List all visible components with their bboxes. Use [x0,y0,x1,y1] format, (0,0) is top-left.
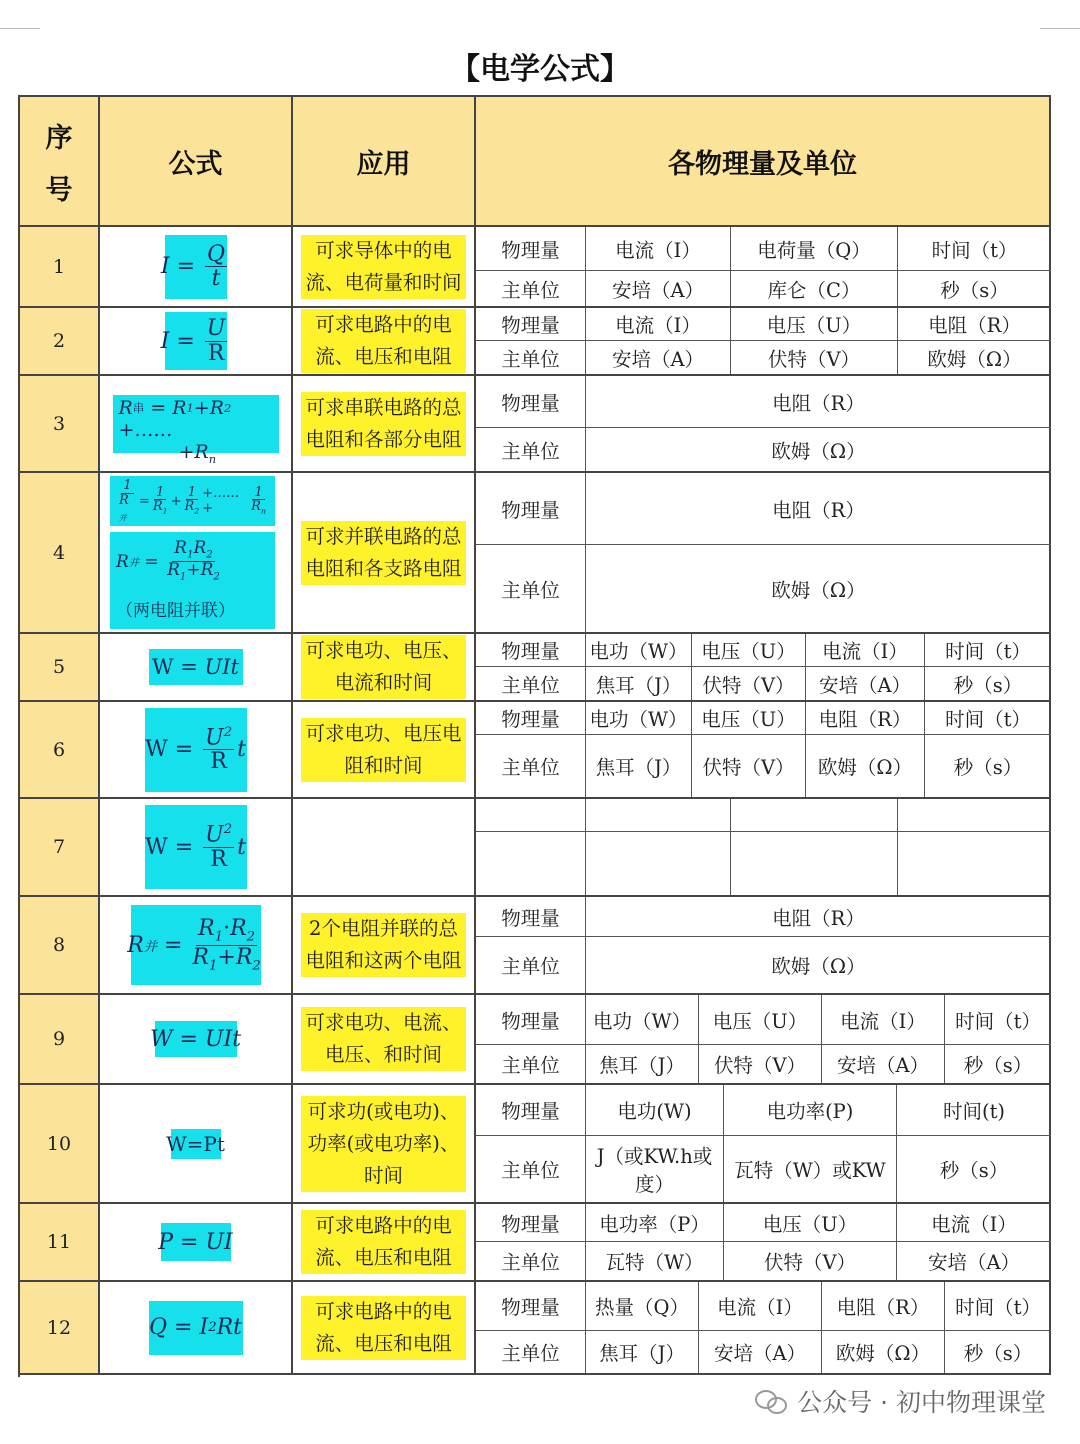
formula-note: （两电阻并联） [116,600,235,621]
quantity-value: 电流（I） [806,634,925,667]
row-number: 5 [20,634,100,702]
unit-value: 库仑（C） [731,271,898,306]
quantity-label: 物理量 [476,1085,586,1136]
quantity-unit-cell [476,897,1051,995]
quantity-label: 物理量 [476,1282,586,1331]
quantity-label: 物理量 [476,308,586,341]
quantity-value: 电阻（R） [586,473,1051,545]
row-number: 4 [20,473,100,634]
watermark-text: 公众号 · 初中物理课堂 [797,1388,1046,1417]
formula-table [18,95,1051,1377]
unit-value: 伏特（V） [692,735,806,797]
quantity-unit-cell [476,1282,1051,1375]
unit-value [586,832,731,895]
header-number-line1: 序 [45,122,73,154]
quantity-value [731,799,898,832]
unit-value: 安培（A） [927,1251,1021,1274]
unit-value: 欧姆（Ω） [822,1331,945,1373]
quantity-value: 电压（U） [692,702,806,735]
application-cell [293,1204,476,1282]
quantity-unit-cell [476,376,1051,473]
unit-value: 欧姆（Ω） [771,955,866,978]
application-text: 可求电路中的电流、电压和电阻 [301,1210,466,1274]
formula: I = Q t [165,235,227,299]
unit-value: 伏特（V） [724,1242,897,1280]
row-number: 12 [20,1282,100,1375]
application-cell [293,897,476,995]
unit-value: 安培（A） [586,341,731,374]
application-cell [293,1282,476,1375]
quantity-label: 物理量 [476,995,586,1045]
quantity-value: 热量（Q） [586,1282,699,1331]
formula: R 串 = R 1 +R 2 +…… $+R_n$ [113,395,279,453]
formula: W = UIt [149,649,243,685]
unit-value: 瓦特（W） [586,1242,724,1280]
quantity-value: 电功率（P） [586,1204,724,1242]
application-text: 可求电功、电压、电流和时间 [301,635,466,699]
formula-cell [100,897,293,995]
formula-cell [100,1282,293,1375]
unit-value: 瓦特（W）或KW [724,1136,897,1202]
unit-label: 主单位 [476,428,586,471]
row-number: 7 [20,799,100,897]
quantity-unit-cell [476,1085,1051,1204]
row-number: 3 [20,376,100,473]
application-text: 可求电功、电流、电压、和时间 [301,1007,466,1071]
unit-value: 欧姆（Ω） [771,439,866,463]
quantity-label: 物理量 [476,376,586,428]
quantity-label [476,799,586,832]
formula: I = U R [165,312,227,370]
quantity-value: 电流（I） [586,308,731,341]
row-number: 10 [20,1085,100,1204]
unit-label [476,832,586,895]
unit-value: 欧姆（Ω） [806,735,925,797]
unit-value: 安培（A） [806,667,925,700]
quantity-value: 时间（t） [945,1282,1051,1331]
formula-cell [100,227,293,308]
row-number: 2 [20,308,100,376]
formula: W = UIt [155,1021,237,1057]
application-text: 可求电功、电压电阻和时间 [301,718,466,782]
formula-cell [100,376,293,473]
unit-value: 安培（A） [586,271,731,306]
application-cell [293,634,476,702]
unit-value: 伏特（V） [731,341,898,374]
application-text: 可求功(或电功)、功率(或电功率)、时间 [301,1096,466,1192]
quantity-value: 电压（U） [724,1204,897,1242]
formula-cell [100,473,293,634]
row-number: 8 [20,897,100,995]
application-text: 可求电路中的电流、电压和电阻 [301,1296,466,1360]
formula: R 并 = $R_1R_2$ $R_1+R_2$ （两电阻并联） [110,532,275,629]
quantity-unit-cell [476,702,1051,799]
unit-value: 安培（A） [822,1045,945,1083]
unit-value: 焦耳（J） [586,667,692,700]
formula-cell [100,799,293,897]
quantity-unit-cell [476,473,1051,634]
formula: R 并 = $R_1\cdot R_2$ $R_1+R_2$ [131,905,261,985]
application-cell [293,376,476,473]
quantity-label: 物理量 [476,1204,586,1242]
application-cell [293,702,476,799]
quantity-value: 电压（U） [692,634,806,667]
row-number: 1 [20,227,100,308]
formula-cell [100,995,293,1085]
unit-value: 伏特（V） [699,1045,822,1083]
formula: 1 $R_并$ = 1 $R_1$ + 1 $R_2$ +……+ 1 $R_n$ [110,476,275,526]
watermark [755,1383,1046,1419]
application-cell [293,227,476,308]
quantity-value: 电阻（R） [806,702,925,735]
unit-value: 伏特（V） [692,667,806,700]
row-number: 6 [20,702,100,799]
quantity-value: 电压（U） [699,995,822,1045]
unit-label: 主单位 [476,271,586,306]
unit-label: 主单位 [476,735,586,797]
quantity-value: 电阻（R） [586,376,1051,428]
application-cell [293,308,476,376]
quantity-value: 电功率(P) [724,1085,897,1136]
application-cell [293,1085,476,1204]
quantity-unit-cell [476,1204,1051,1282]
formula-cell [100,1204,293,1282]
application-text: 可求串联电路的总电阻和各部分电阻 [301,392,466,456]
quantity-label: 物理量 [476,227,586,271]
quantity-value: 电流（I） [897,1204,1051,1242]
wechat-icon [755,1388,789,1414]
unit-value: 秒（s） [953,673,1023,697]
header-number [20,97,100,227]
unit-value: 秒（s） [940,278,1009,302]
quantity-value: 时间（t） [945,995,1051,1045]
application-cell [293,799,476,897]
quantity-unit-cell [476,799,1051,897]
quantity-value: 电功（W） [586,634,692,667]
unit-value: 欧姆（Ω） [927,347,1022,371]
quantity-unit-cell [476,227,1051,308]
quantity-label: 物理量 [476,897,586,937]
quantity-value: 时间（t） [925,702,1051,735]
quantity-value: 时间（t） [898,227,1051,271]
application-text: 可求导体中的电流、电荷量和时间 [301,235,466,299]
unit-value: 秒（s） [939,1159,1009,1182]
header-formula: 公式 [100,97,293,227]
quantity-value: 时间（t） [925,634,1051,667]
unit-value: 秒（s） [963,1342,1033,1365]
header-application: 应用 [293,97,476,227]
header-quantities: 各物理量及单位 [476,97,1051,227]
quantity-value: 电荷量（Q） [731,227,898,271]
header-number-line2: 号 [45,174,73,206]
unit-label: 主单位 [476,1331,586,1373]
formula: W = $U^2$ R t [145,708,247,792]
application-text: 2个电阻并联的总电阻和这两个电阻 [301,913,466,977]
formula: W = $U^2$ R t [145,805,247,889]
quantity-value: 电阻（R） [586,897,1051,937]
formula-cell [100,308,293,376]
unit-value: 焦耳（J） [586,1045,699,1083]
quantity-value: 时间(t) [897,1085,1051,1136]
formula: Q = I 2 Rt [149,1301,243,1355]
quantity-unit-cell [476,995,1051,1085]
formula: W=Pt [171,1129,221,1159]
quantity-value [898,799,1051,832]
formula-cell [100,1085,293,1204]
unit-label: 主单位 [476,1136,586,1202]
quantity-value: 电功(W) [586,1085,724,1136]
unit-value: 焦耳（J） [586,1331,699,1373]
unit-value: 欧姆（Ω） [771,578,866,602]
unit-label: 主单位 [476,1242,586,1280]
page-title: 【电学公式】 [450,52,630,87]
quantity-value: 电流（I） [822,995,945,1045]
unit-value: 秒（s） [953,756,1023,779]
formula-cell [100,702,293,799]
quantity-value: 电阻（R） [822,1282,945,1331]
application-cell [293,473,476,634]
top-rule-right [1040,28,1080,29]
quantity-value: 电流（I） [586,227,731,271]
unit-value: 安培（A） [699,1331,822,1373]
unit-value [898,832,1051,895]
unit-value: J（或KW.h或度） [586,1136,724,1202]
row-number: 9 [20,995,100,1085]
application-cell [293,995,476,1085]
quantity-unit-cell [476,634,1051,702]
quantity-value: 电功（W） [586,702,692,735]
formula-cell [100,634,293,702]
quantity-label: 物理量 [476,634,586,667]
unit-label: 主单位 [476,1045,586,1083]
top-rule-left [0,28,40,29]
unit-label: 主单位 [476,341,586,374]
unit-label: 主单位 [476,545,586,632]
quantity-value: 电阻（R） [898,308,1051,341]
quantity-label: 物理量 [476,473,586,545]
application-text: 可求电路中的电流、电压和电阻 [301,309,466,373]
quantity-value: 电功（W） [586,995,699,1045]
formula: P = UI [161,1223,231,1261]
row-number: 11 [20,1204,100,1282]
quantity-value: 电流（I） [699,1282,822,1331]
unit-value: 秒（s） [963,1054,1033,1077]
quantity-value [586,799,731,832]
quantity-unit-cell [476,308,1051,376]
quantity-value: 电压（U） [731,308,898,341]
quantity-label: 物理量 [476,702,586,735]
application-text: 可求并联电路的总电阻和各支路电阻 [301,521,466,585]
unit-value: 焦耳（J） [586,735,692,797]
unit-value [731,832,898,895]
unit-label: 主单位 [476,937,586,993]
unit-label: 主单位 [476,667,586,700]
